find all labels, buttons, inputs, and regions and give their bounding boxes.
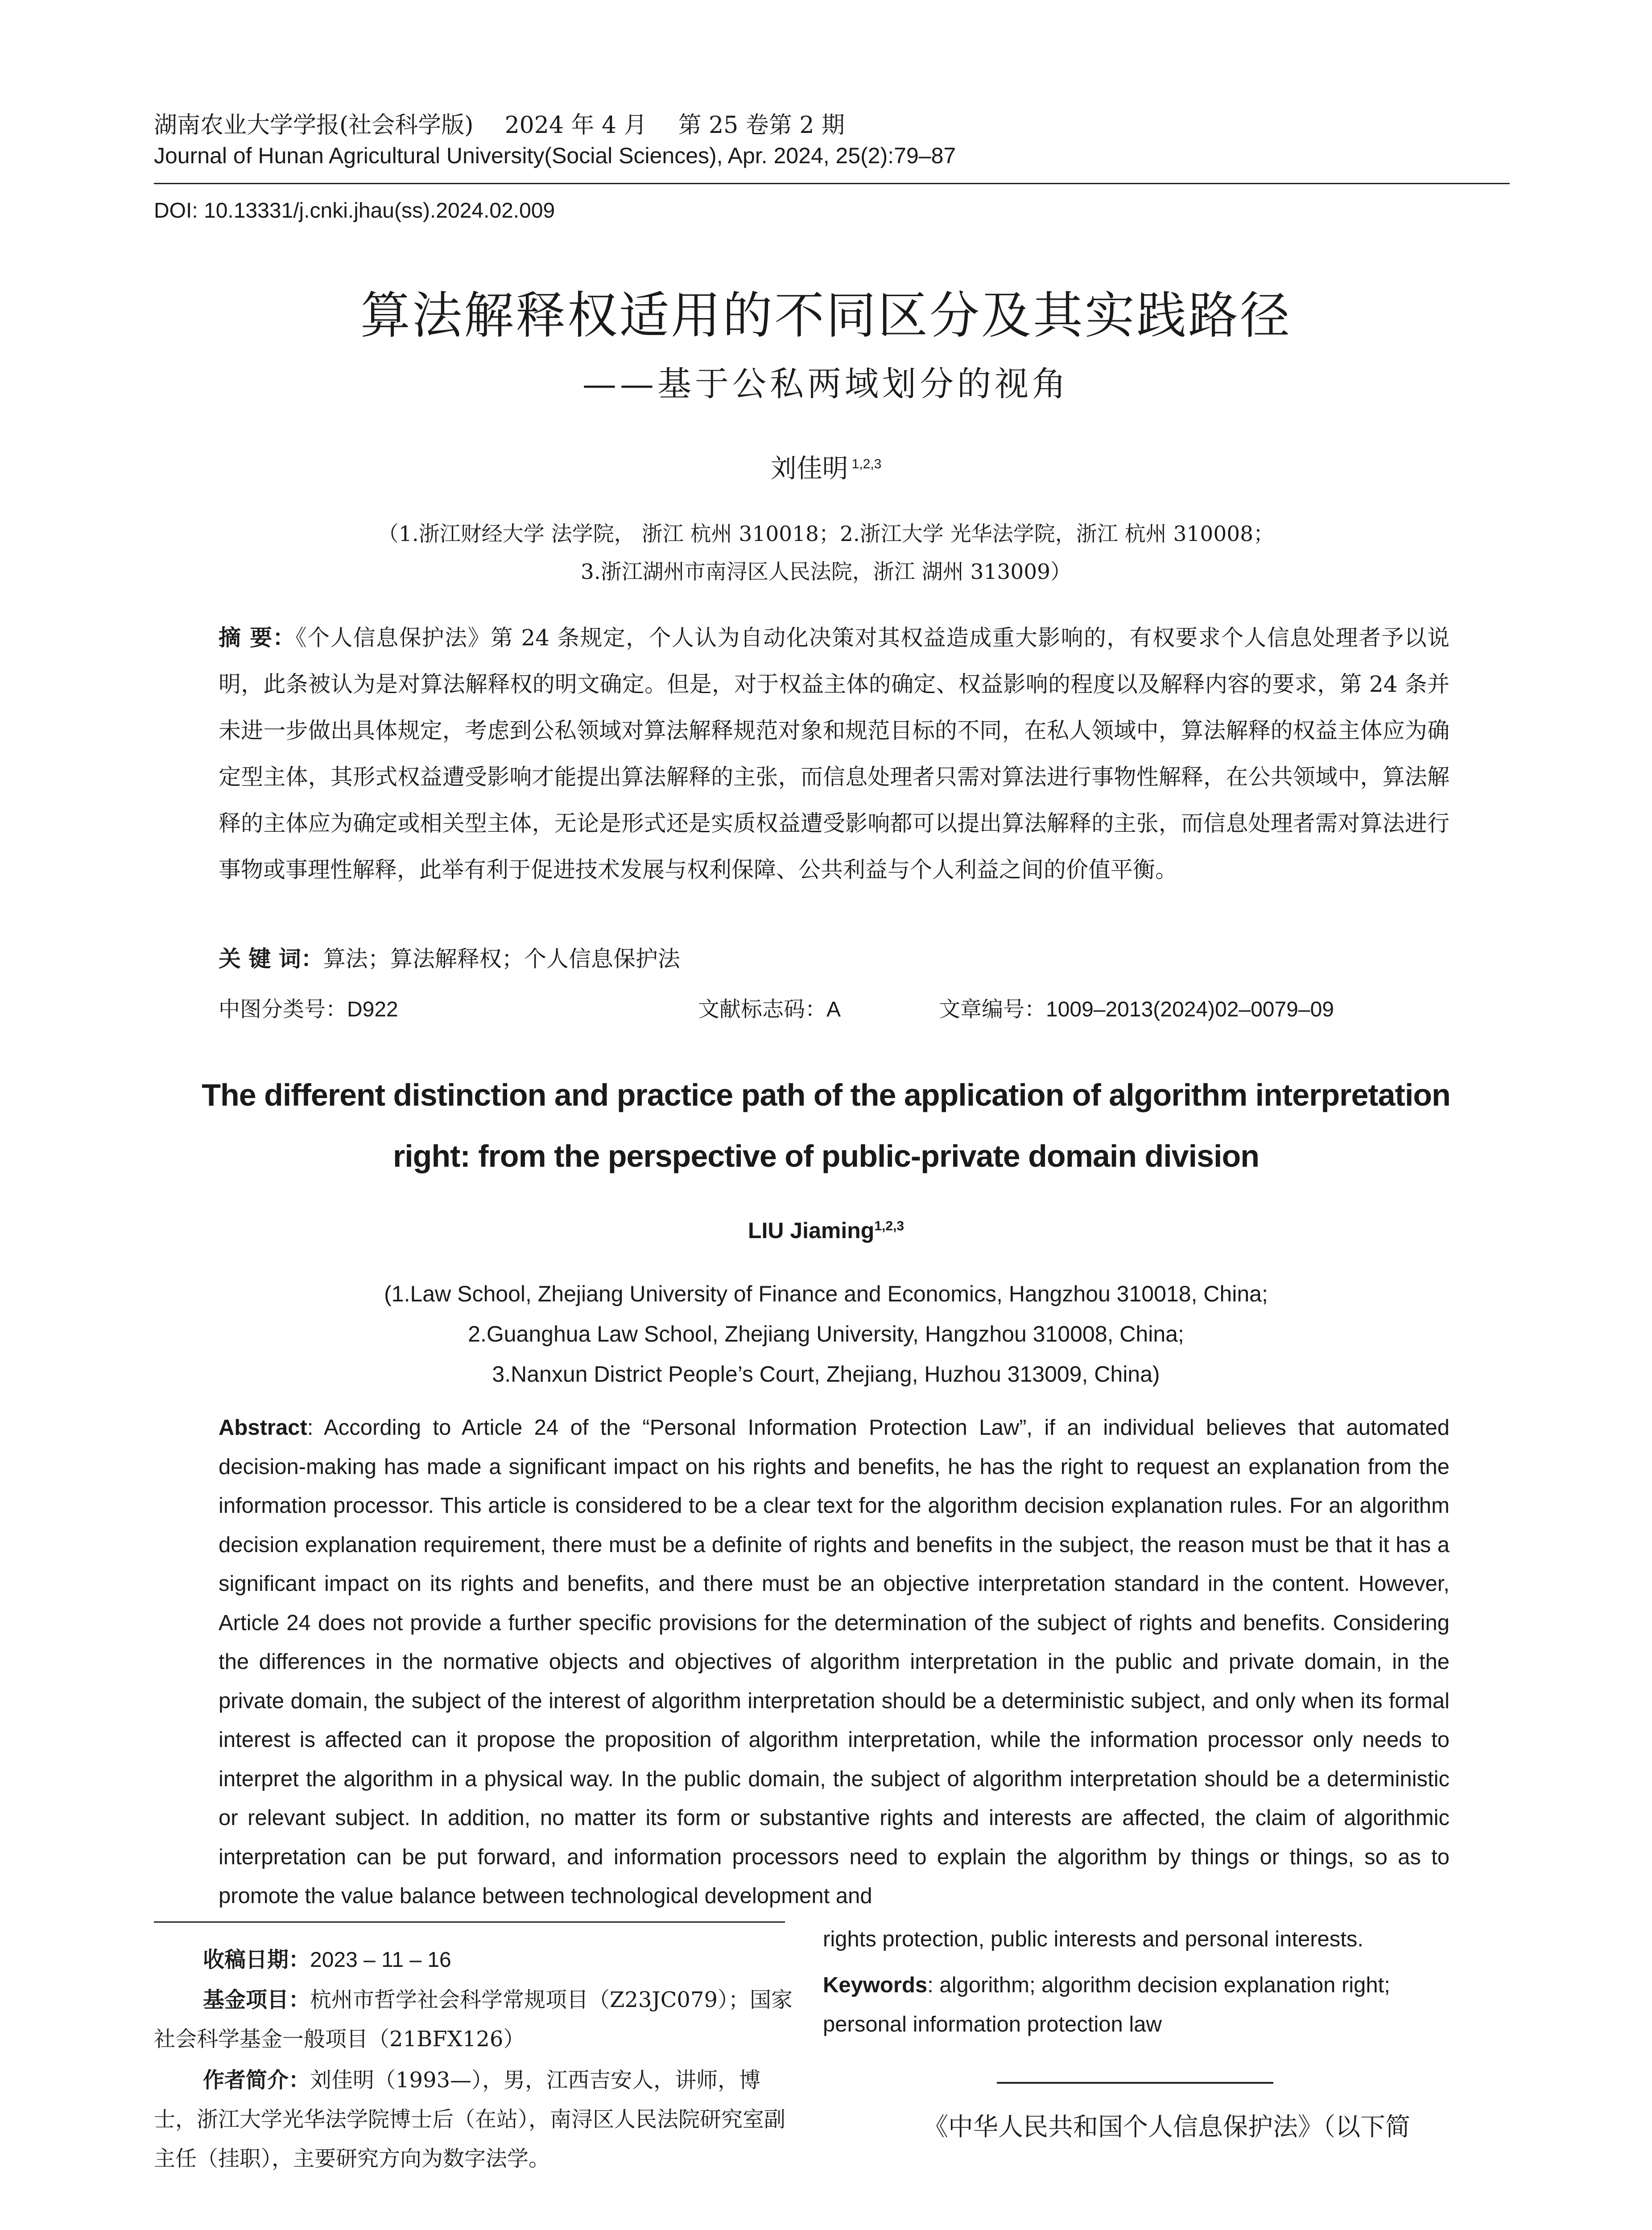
- footnote-received: [154, 1940, 798, 1980]
- article-title-en-line-2: right: from the perspective of public-private domain division: [392, 1139, 1260, 1173]
- author-en: [0, 1218, 1652, 1243]
- abstract-cn-label: 摘 要：: [219, 624, 296, 651]
- received-label: 收稿日期：: [203, 1947, 310, 1972]
- affiliation-en-line-3: 3.Nanxun District People’s Court, Zhejiang, Huzhou 313009, China): [492, 1362, 1160, 1387]
- author-name-en: LIU Jiaming: [748, 1218, 875, 1243]
- body-text-start: 《中华人民共和国个人信息保护法》（以下简: [923, 2113, 1410, 2142]
- article-subtitle-cn: ——基于公私两域划分的视角: [582, 364, 1070, 404]
- abstract-en-text: : According to Article 24 of the “Personal Information Protection Law”, if an individual believes that automated decision-making has made a significant impact on his rights and benefits, he has the right to request an explanation from the information processor. This article is considered to be a clear text for the algorithm decision explanation rules. For an algorithm decision explanation requirement, there must be a definite of rights and benefits in the subject, the reason must be that it has a significant impact on its rights and benefits, and there must be an objective interpretation standard in the content. However, Article 24 does not provide a further specific provisions for the determination of the subject of rights and benefits. Considering the differences in the normative objects and objectives of algorithm interpretation in the public and private domain, in the private domain, the subject of the interest of algorithm interpretation should be a deterministic subject, and only when its formal interest is affected can it propose the proposition of algorithm interpretation, while the information processor only needs to interpret the algorithm in a physical way. In the public domain, the subject of algorithm interpretation should be a deterministic or relevant subject. In addition, no matter its form or substantive rights and interests are affected, the claim of algorithmic interpretation can be put forward, and information processors need to explain the algorithm by things or things, so as to promote the value balance between technological development and: [219, 1416, 1450, 1908]
- header-divider: [154, 183, 1510, 184]
- keywords-cn: [219, 941, 680, 973]
- abstract-cn-text: 《个人信息保护法》第 24 条规定，个人认为自动化决策对其权益造成重大影响的，有权要求个人信息处理者予以说明，此条被认为是对算法解释权的明文确定。但是，对于权益主体的确定、权益影响的程度以及解释内容的要求，第 24 条并未进一步做出具体规定，考虑到公私领域对算法解释规范对象和规范目标的不同，在私人领域中，算法解释的权益主体应为确定型主体，其形式权益遭受影响才能提出算法解释的主张，而信息处理者只需对算法进行事物性解释，在公共领域中，算法解释的主体应为确定或相关型主体，无论是形式还是实质权益遭受影响都可以提出算法解释的主张，而信息处理者需对算法进行事物或事理性解释，此举有利于促进技术发展与权利保障、公共利益与个人利益之间的价值平衡。: [219, 625, 1450, 883]
- author-cn: [0, 447, 1652, 485]
- fund-text: 杭州市哲学社会科学常规项目（Z23JC079）；国家社会科学基金一般项目（21BFX126）: [154, 1987, 793, 2052]
- keywords-en-text: : algorithm; algorithm decision explanation right; personal information protection law: [823, 1973, 1390, 2036]
- doi: DOI: 10.13331/j.cnki.jhau(ss).2024.02.009: [154, 199, 555, 223]
- bio-label: 作者简介：: [203, 2068, 310, 2093]
- clc-number: 中图分类号：D922: [219, 998, 398, 1021]
- keywords-cn-text: 算法；算法解释权；个人信息保护法: [323, 946, 680, 972]
- author-affil-marks-en: 1,2,3: [874, 1218, 904, 1234]
- journal-header-en: Journal of Hunan Agricultural University(Social Sciences), Apr. 2024, 25(2):79–87: [154, 143, 956, 168]
- fund-label: 基金项目：: [203, 1987, 310, 2012]
- article-number: 文章编号：1009–2013(2024)02–0079–09: [939, 998, 1334, 1021]
- author-affil-marks-cn: 1,2,3: [851, 456, 882, 471]
- footnote-fund: [154, 1980, 798, 2059]
- footnote-divider: [154, 1921, 785, 1923]
- article-title-en-line-1: The different distinction and practice path of the application of algorithm interpretation: [202, 1078, 1450, 1112]
- bio-text: 刘佳明（1993—），男，江西吉安人，讲师，博士，浙江大学光华法学院博士后（在站），南浔区人民法院研究室副主任（挂职），主要研究方向为数字法学。: [154, 2068, 786, 2171]
- abstract-en: [219, 1408, 1450, 1916]
- article-title-cn: 算法解释权适用的不同区分及其实践路径: [360, 288, 1292, 343]
- abstract-en-label: Abstract: [219, 1416, 307, 1440]
- author-name-cn: 刘佳明: [770, 454, 848, 483]
- keywords-cn-label: 关 键 词：: [219, 946, 323, 972]
- issue-date-cn: 2024 年 4 月: [504, 112, 647, 139]
- affiliation-cn-line-2: 3.浙江湖州市南浔区人民法院，浙江 湖州 313009）: [580, 560, 1072, 584]
- journal-name-cn: 湖南农业大学学报(社会科学版): [154, 112, 474, 139]
- affiliation-en-line-1: (1.Law School, Zhejiang University of Finance and Economics, Hangzhou 310018, China;: [384, 1281, 1268, 1306]
- document-code: 文献标志码：A: [698, 998, 841, 1021]
- keywords-en-label: Keywords: [823, 1973, 928, 1997]
- keywords-en: [823, 1966, 1450, 2044]
- body-divider: [997, 2082, 1273, 2084]
- abstract-en-continuation: rights protection, public interests and personal interests.: [823, 1927, 1364, 1951]
- journal-header-cn: [154, 106, 876, 140]
- abstract-cn: [219, 615, 1450, 893]
- affiliation-cn-line-1: （1.浙江财经大学 法学院， 浙江 杭州 310018；2.浙江大学 光华法学院，浙江 杭州 310008；: [377, 522, 1275, 546]
- volume-issue-cn: 第 25 卷第 2 期: [678, 112, 845, 139]
- footnote-author-bio: [154, 2061, 798, 2178]
- received-date: 2023 – 11 – 16: [310, 1948, 451, 1972]
- affiliation-en-line-2: 2.Guanghua Law School, Zhejiang University, Hangzhou 310008, China;: [468, 1321, 1184, 1346]
